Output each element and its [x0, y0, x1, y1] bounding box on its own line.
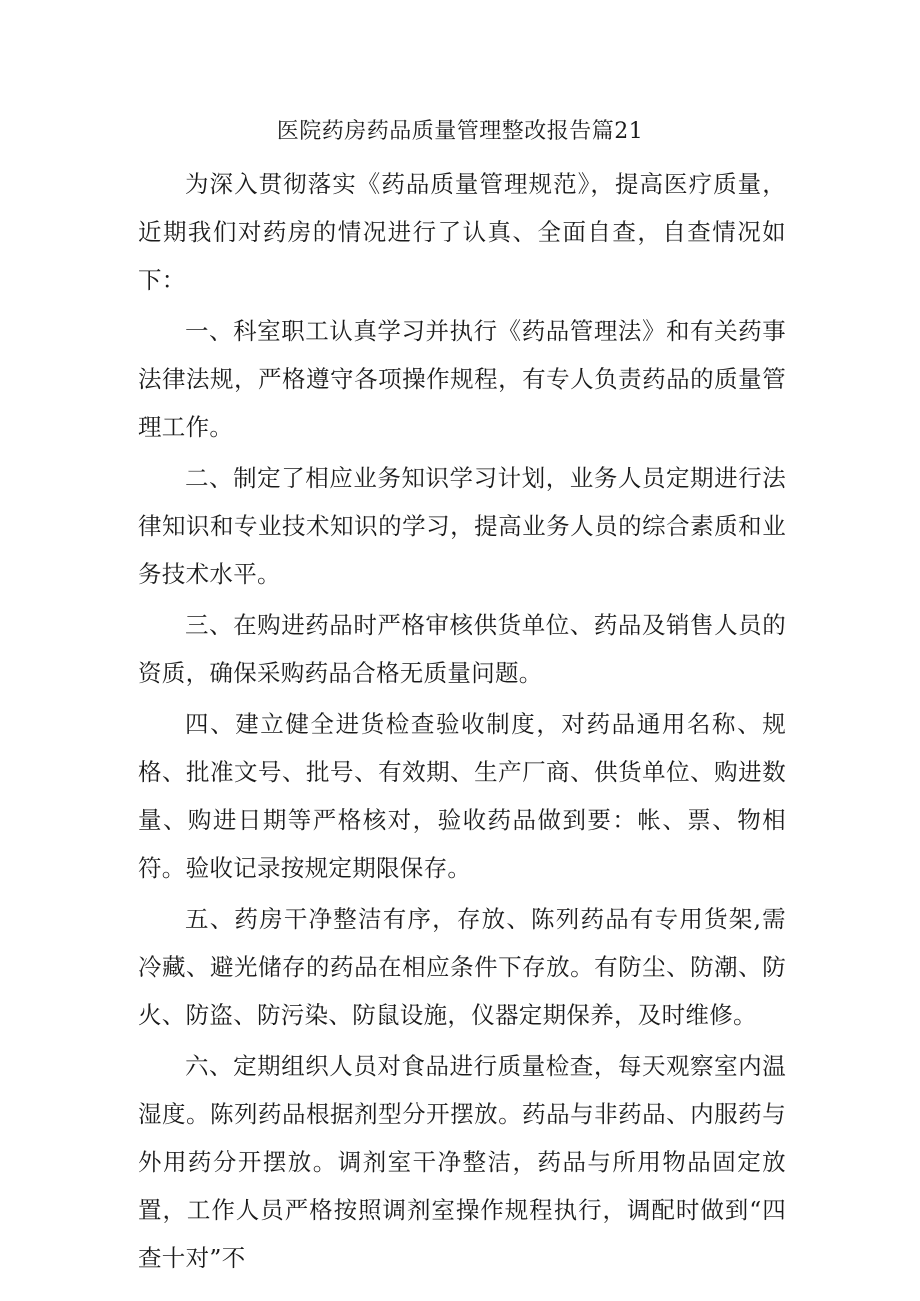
paragraph-item-3: 三、在购进药品时严格审核供货单位、药品及销售人员的资质，确保采购药品合格无质量问题。 [138, 611, 786, 687]
paragraph-intro: 为深入贯彻落实《药品质量管理规范》，提高医疗质量，近期我们对药房的情况进行了认真、全面自查，自查情况如下： [138, 170, 786, 294]
paragraph-item-1: 一、科室职工认真学习并执行《药品管理法》和有关药事法律法规，严格遵守各项操作规程，有专人负责药品的质量管理工作。 [138, 317, 786, 441]
paragraph-item-6: 六、定期组织人员对食品进行质量检查，每天观察室内温湿度。陈列药品根据剂型分开摆放。药品与非药品、内服药与外用药分开摆放。调剂室干净整洁，药品与所用物品固定放置，工作人员严格按照调剂室操作规程执行，调配时做到“四查十对”不 [138, 1052, 786, 1272]
document-title: 医院药房药品质量管理整改报告篇21 [276, 119, 644, 144]
paragraph-item-4: 四、建立健全进货检查验收制度，对药品通用名称、规格、批准文号、批号、有效期、生产厂商、供货单位、购进数量、购进日期等严格核对，验收药品做到要：帐、票、物相符。验收记录按规定期限保存。 [138, 710, 786, 882]
document-body [138, 160, 786, 1285]
paragraph-item-5: 五、药房干净整洁有序，存放、陈列药品有专用货架,需冷藏、避光储存的药品在相应条件下存放。有防尘、防潮、防火、防盗、防污染、防鼠设施，仪器定期保养，及时维修。 [138, 905, 786, 1029]
paragraph-item-2: 二、制定了相应业务知识学习计划，业务人员定期进行法律知识和专业技术知识的学习，提高业务人员的综合素质和业务技术水平。 [138, 464, 786, 588]
